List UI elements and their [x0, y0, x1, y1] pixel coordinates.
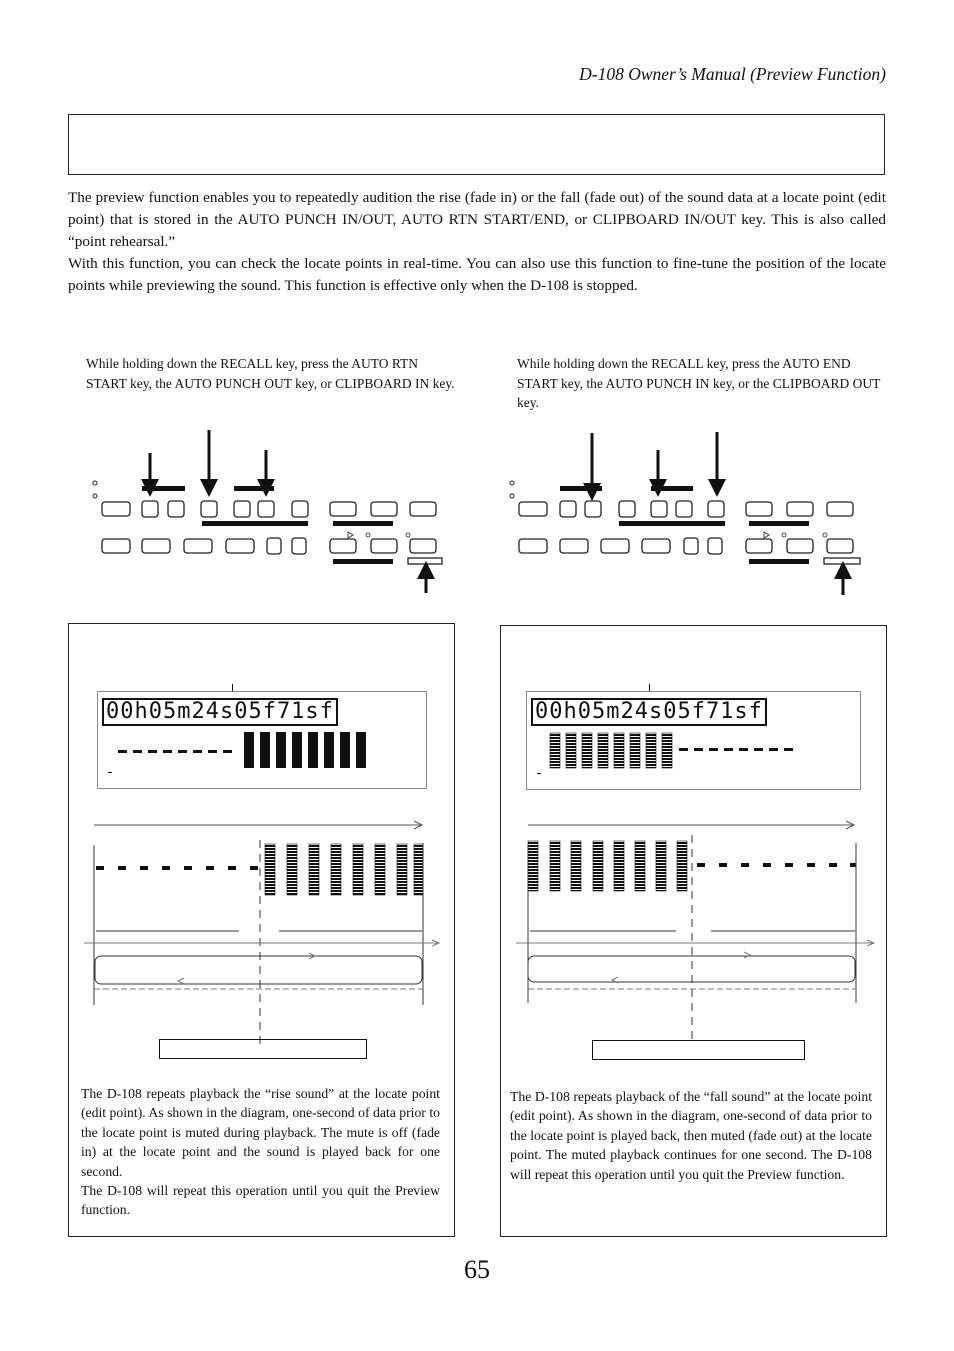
panel-keys: [102, 501, 442, 564]
left-description-2: The D-108 will repeat this operation until you quit the Preview function.: [81, 1183, 440, 1218]
intro-paragraph-1: The preview function enables you to repeatedly audition the rise (fade in) or the fall (fade out) of the sound data at a locate point (edit point) that is stored in the AUTO PUNCH IN/OUT, AUTO RTN START/END, or CLIPBOARD IN/OUT key. This is also called “point rehearsal.”: [68, 189, 886, 250]
left-description-1: The D-108 repeats playback the “rise sound” at the locate point (edit point). As shown in the diagram, one-second of data prior to the locate point is muted during playback. The mute is off (fade in) at the locate point and the sound is played back for one second.: [81, 1086, 440, 1179]
page-number: 65: [464, 1255, 490, 1284]
right-instruction: While holding down the RECALL key, press the AUTO END START key, the AUTO PUNCH IN key, or the CLIPBOARD OUT key.: [517, 356, 881, 410]
right-lcd-display: [526, 691, 861, 790]
section-title-box: [68, 114, 885, 175]
right-description: The D-108 repeats playback of the “fall sound” at the locate point (edit point). As shown in the diagram, one-second of data prior to the locate point is played back, then muted (fade out) at the locate point. The muted playback continues for one second. The D-108 will repeat this operation until you quit the Preview function.: [510, 1089, 872, 1182]
right-locate-point-label-box: [592, 1040, 805, 1060]
right-timeline-diagram: [516, 815, 876, 1045]
key-arrows: [141, 430, 435, 593]
intro-text: [68, 187, 886, 297]
left-description: [81, 1084, 440, 1220]
right-lcd-time: 00h05m24s05f71sf: [531, 698, 767, 726]
left-instruction: While holding down the RECALL key, press the AUTO RTN START key, the AUTO PUNCH OUT key, or CLIPBOARD IN key.: [86, 356, 455, 391]
right-lcd-meter: [527, 728, 860, 776]
right-control-panel-diagram: [500, 425, 880, 600]
running-header: D-108 Owner’s Manual (Preview Function): [579, 64, 886, 84]
left-locate-point-label-box: [159, 1039, 367, 1059]
left-lcd-meter: [98, 728, 426, 776]
left-lcd-time: 00h05m24s05f71sf: [102, 698, 338, 726]
left-control-panel-diagram: [80, 425, 460, 600]
left-timeline-diagram: [84, 815, 444, 1045]
intro-paragraph-2: With this function, you can check the locate points in real-time. You can also use this function to fine-tune the position of the locate points while previewing the sound. This function is effective only when the D-108 is stopped.: [68, 255, 886, 294]
left-lcd-display: [97, 691, 427, 789]
